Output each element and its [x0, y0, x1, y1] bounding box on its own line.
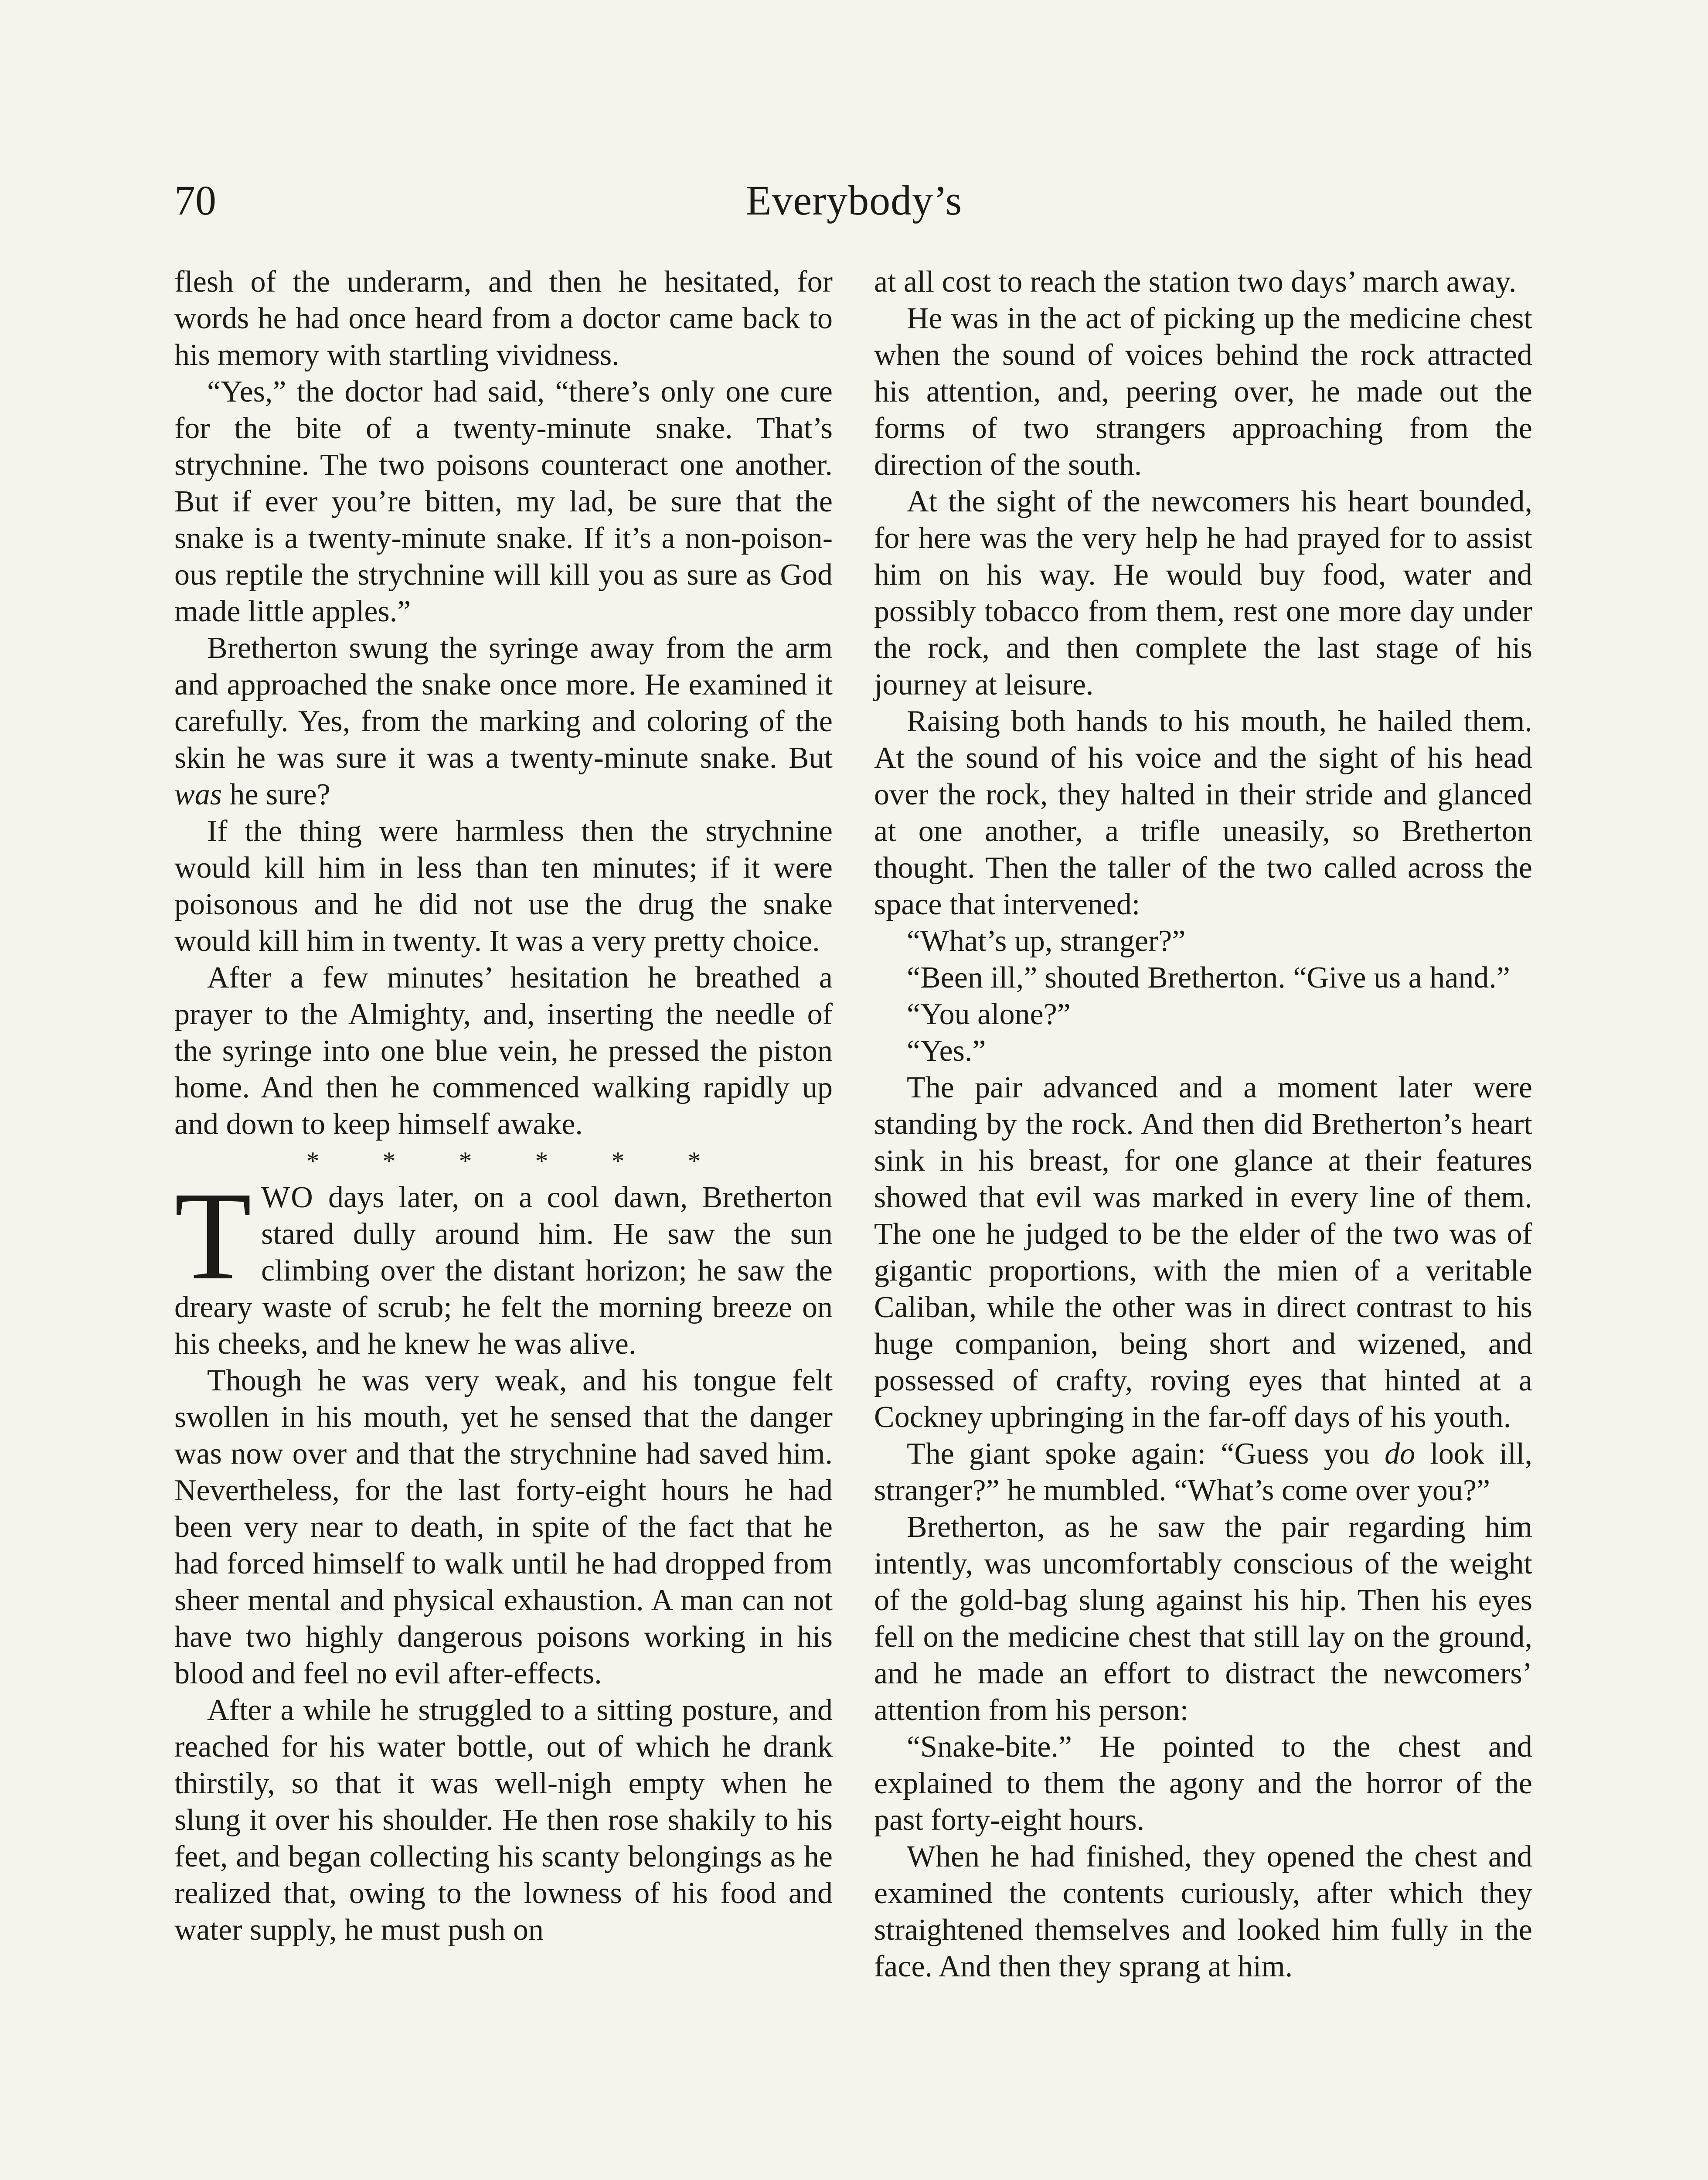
- paragraph: When he had finished, they opened the chest and examined the contents curiously, after which they straightened themselves and looked him fully in the face. And then they sprang at him.: [874, 1840, 1532, 1983]
- left-column: [174, 264, 833, 1948]
- paragraph-text: The giant spoke again: “Guess you: [907, 1437, 1385, 1471]
- paragraph: flesh of the underarm, and then he hesitated, for words he had once heard from a doctor came back to his memory with startling vividness.: [174, 265, 833, 372]
- drop-cap: T: [174, 1166, 252, 1306]
- page-header: [174, 174, 1534, 235]
- paragraph: He was in the act of picking up the medicine chest when the sound of voices behind the rock attracted his attention, and, peering over, he made out the forms of two strangers approaching from the direction of the south.: [874, 302, 1532, 482]
- page-number: 70: [174, 177, 216, 224]
- paragraph: After a while he struggled to a sitting posture, and reached for his water bottle, out of which he drank thirstily, so that it was well-nigh empty when he slung it over his shoulder. He then rose shakily to his feet, and began collecting his scanty belongings as he realized that, owing to the lowness of his food and water supply, he must push on: [174, 1693, 833, 1947]
- paragraph: Though he was very weak, and his tongue felt swollen in his mouth, yet he sensed that the danger was now over and that the strychnine had saved him. Nevertheless, for the last forty-eight hours he had been very near to death, in spite of the fact that he had forced himself to walk until he had dropped from sheer mental and physical exhaustion. A man can not have two highly dangerous poisons working in his blood and feel no evil after-effects.: [174, 1364, 833, 1690]
- paragraph: After a few minutes’ hesitation he breathed a prayer to the Almighty, and, inserting the needle of the syringe into one blue vein, he pressed the piston home. And then he commenced walking rapidly up and down to keep himself awake.: [174, 961, 833, 1141]
- paragraph-text: he sure?: [221, 778, 330, 811]
- paragraph: The pair advanced and a moment later were standing by the rock. And then did Bretherton’s heart sink in his breast, for one glance at their features showed that evil was marked in every line of them. The one he judged to be the elder of the two was of gigantic proportions, with the mien of a veritable Caliban, while the other was in direct contrast to his huge companion, being short and wizened, and possessed of crafty, roving eyes that hinted at a Cockney upbringing in the far-off days of his youth.: [874, 1071, 1532, 1434]
- paragraph: “Snake-bite.” He pointed to the chest and explained to them the agony and the horror of the past forty-eight hours.: [874, 1730, 1532, 1837]
- italic-word: do: [1385, 1437, 1415, 1471]
- dialogue-line: “Yes.”: [907, 1034, 986, 1068]
- paragraph-text: look ill, stranger?” he mumbled. “What’s come over you?”: [874, 1437, 1532, 1507]
- paragraph: “Yes,” the doctor had said, “there’s only one cure for the bite of a twenty-minute snake. That’s strychnine. The two poisons counteract one another. But if ever you’re bitten, my lad, be sure that the snake is a twenty-minute snake. If it’s a non-poisonous reptile the strychnine will kill you as sure as God made little apples.”: [174, 375, 833, 628]
- paragraph: [174, 630, 833, 813]
- dialogue-line: “Been ill,” shouted Bretherton. “Give us a hand.”: [907, 961, 1511, 995]
- paragraph: [874, 1436, 1532, 1509]
- paragraph: Raising both hands to his mouth, he hailed them. At the sound of his voice and the sight of his head over the rock, they halted in their stride and glanced at one another, a trifle uneasily, so Bretherton thought. Then the taller of the two called across the space that intervened:: [874, 705, 1532, 921]
- lead-caps: WO: [261, 1181, 314, 1214]
- section-opening-paragraph: [174, 1166, 833, 1362]
- right-column: [874, 264, 1532, 1985]
- paragraph: If the thing were harmless then the strychnine would kill him in less than ten minutes; if it were poisonous and he did not use the drug the snake would kill him in twenty. It was a very pretty choice.: [174, 814, 833, 958]
- running-title: Everybody’s: [745, 177, 963, 224]
- dialogue-line: “What’s up, stranger?”: [907, 924, 1186, 958]
- paragraph-text: days later, on a cool dawn, Bretherton stared dully around him. He saw the sun climbing over the distant horizon; he saw the dreary waste of scrub; he felt the morning breeze on his cheeks, and he knew he was alive.: [174, 1181, 833, 1361]
- paragraph: At the sight of the newcomers his heart bounded, for here was the very help he had prayed for to assist him on his way. He would buy food, water and possibly tobacco from them, rest one more day under the rock, and then complete the last stage of his journey at leisure.: [874, 485, 1532, 702]
- italic-word: was: [174, 778, 222, 811]
- paragraph: at all cost to reach the station two days’ march away.: [874, 265, 1517, 299]
- dialogue-line: “You alone?”: [907, 998, 1071, 1031]
- paragraph: Bretherton, as he saw the pair regarding him intently, was uncomfortably conscious of the weight of the gold-bag slung against his hip. Then his eyes fell on the medicine chest that still lay on the ground, and he made an effort to distract the newcomers’ attention from his person:: [874, 1510, 1532, 1727]
- paragraph-text: Bretherton swung the syringe away from the arm and approached the snake once more. He examined it carefully. Yes, from the marking and coloring of the skin he was sure it was a twenty-minute snake. But: [174, 631, 833, 775]
- section-break: * * * * * *: [306, 1147, 701, 1175]
